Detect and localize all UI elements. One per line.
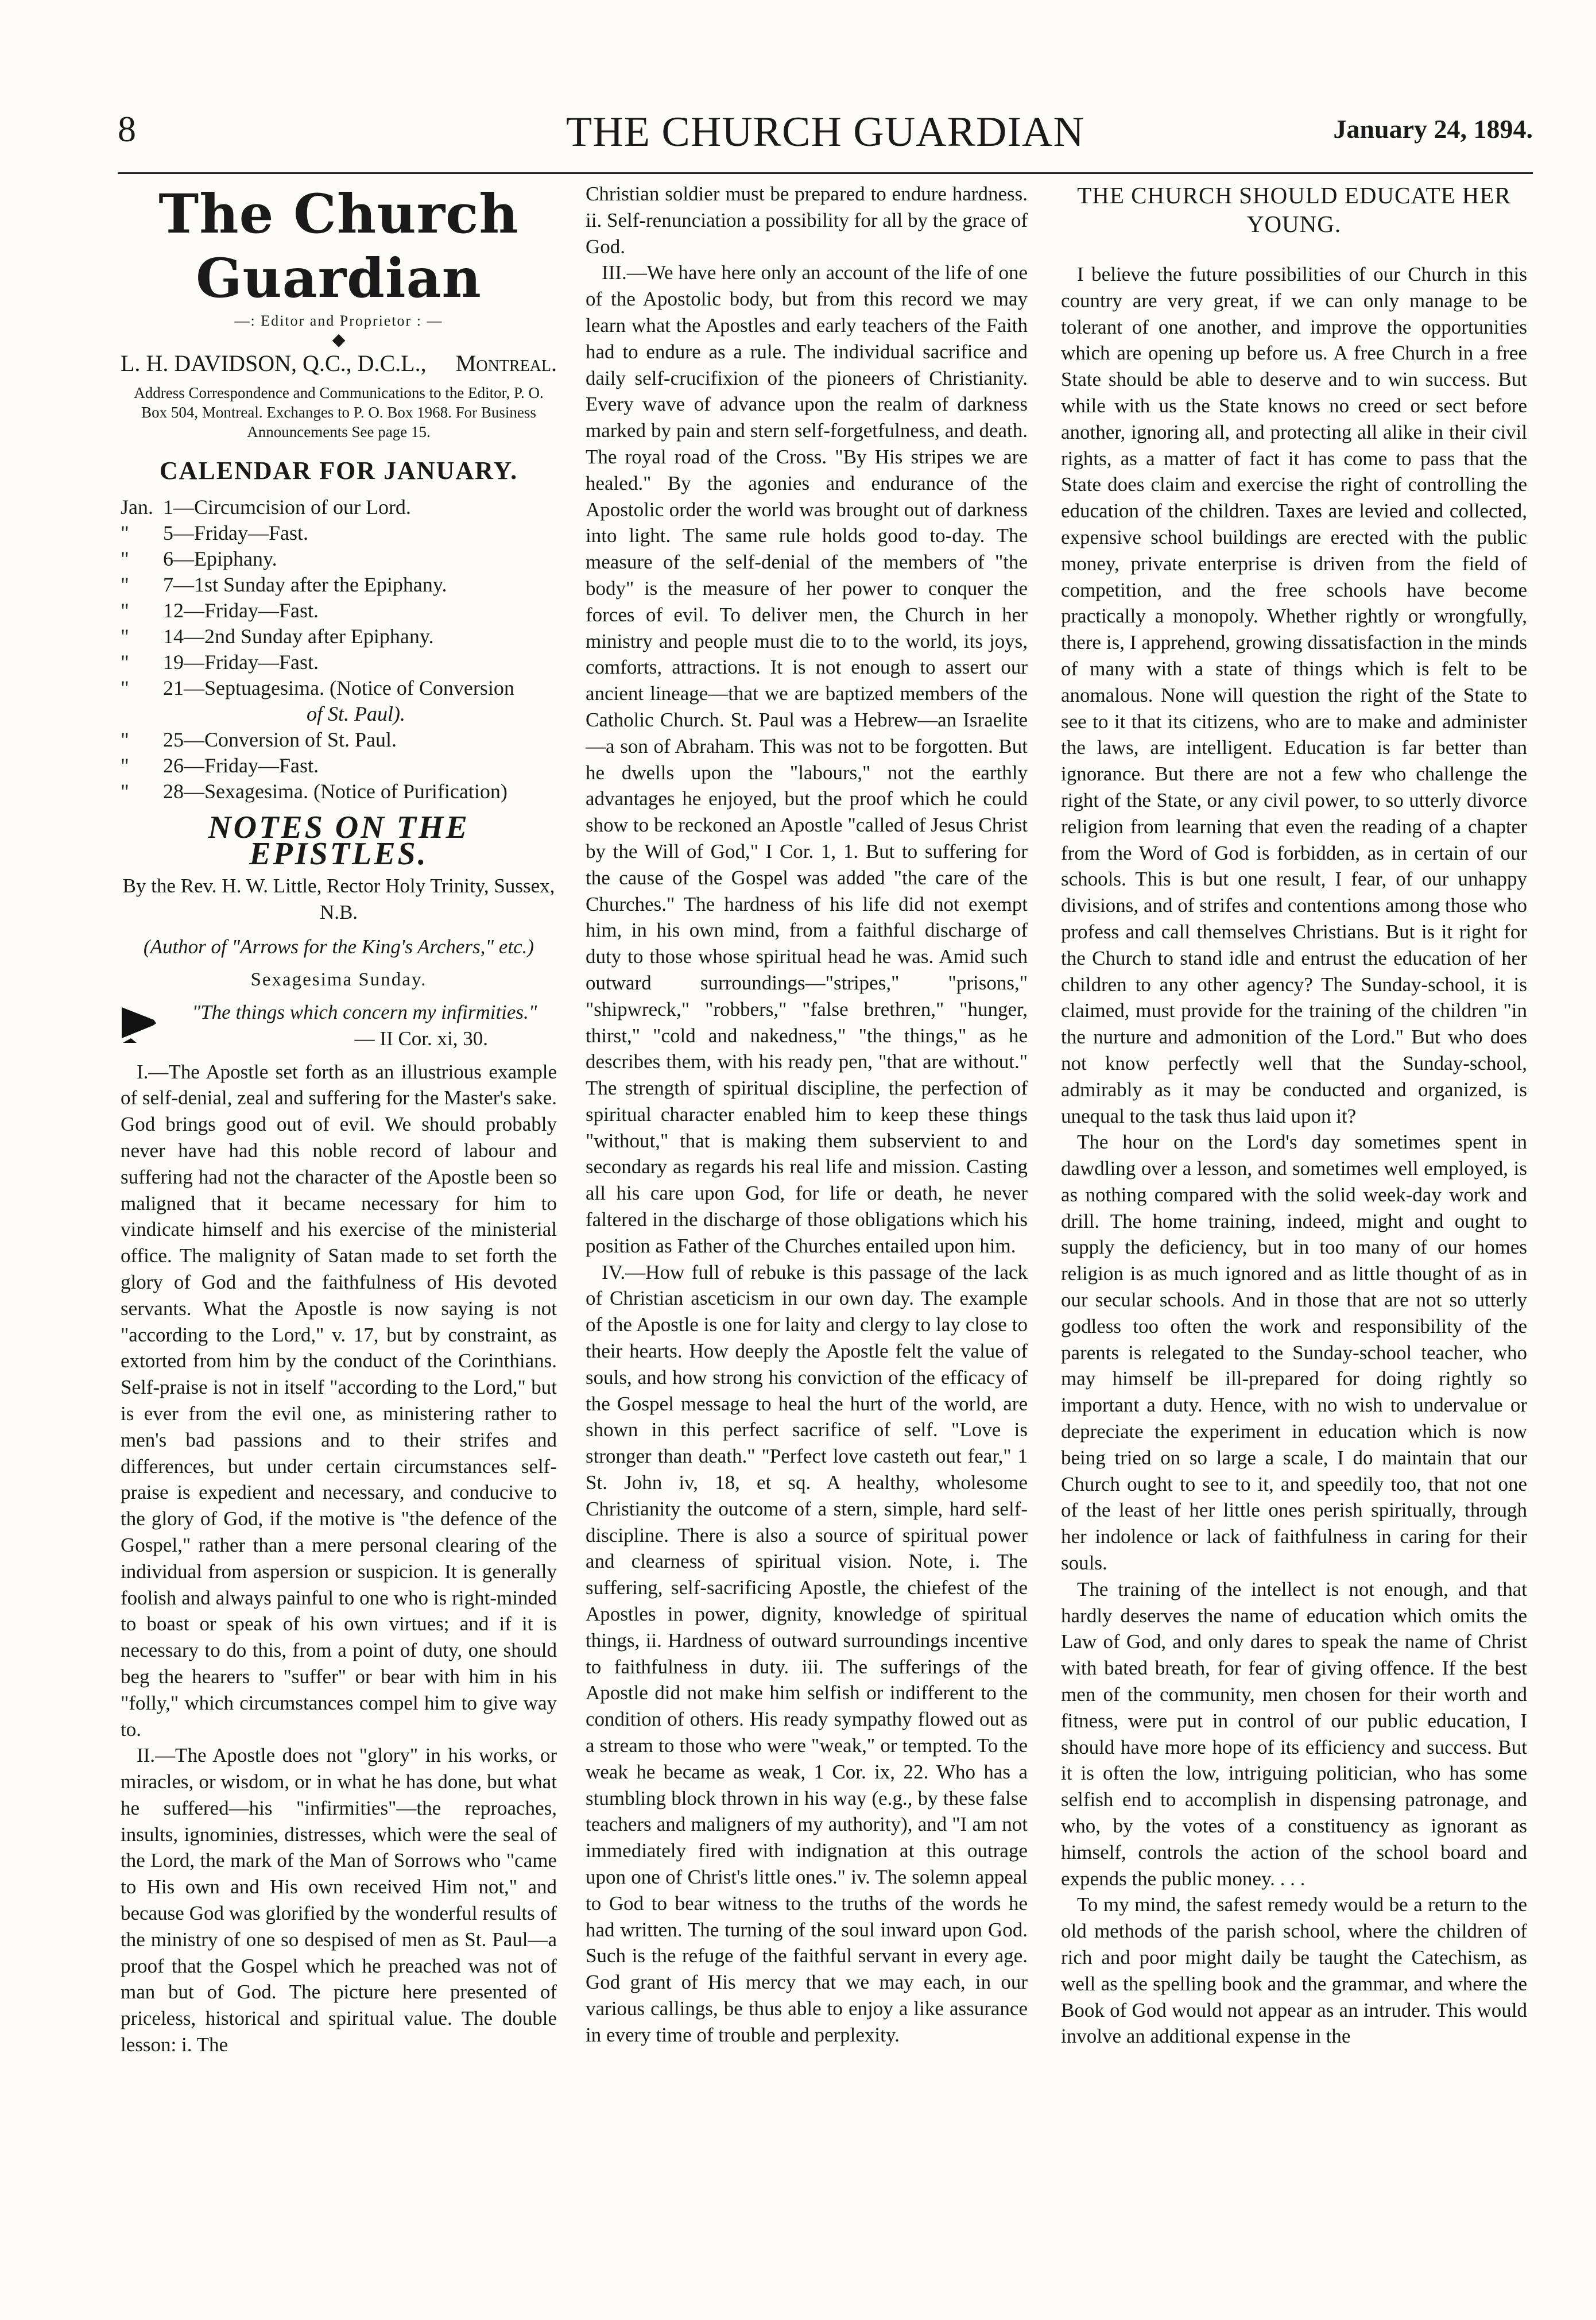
calendar-item bbox=[121, 520, 557, 546]
calendar-mark: " bbox=[121, 573, 129, 596]
calendar-text: 12—Friday—Fast. bbox=[163, 598, 319, 622]
page-number: 8 bbox=[118, 109, 136, 149]
calendar-item bbox=[121, 701, 557, 727]
calendar-item bbox=[121, 572, 557, 598]
calendar-mark: " bbox=[121, 650, 129, 674]
calendar-mark: Jan. bbox=[121, 495, 153, 519]
address-notice: Address Correspondence and Communications to the Editor, P. O. Box 504, Montreal. Exchanges to P. O. Box 1968. For Business Announcements See page 15. bbox=[134, 384, 544, 440]
calendar-item bbox=[121, 727, 557, 753]
sunday-heading: Sexagesima Sunday. bbox=[250, 969, 427, 991]
proprietor-line bbox=[121, 349, 557, 378]
motto-ref: — II Cor. xi, 30. bbox=[354, 1027, 488, 1050]
calendar-mark: " bbox=[121, 624, 129, 648]
calendar-text: 25—Conversion of St. Paul. bbox=[163, 728, 397, 751]
notes-title: NOTES ON THE EPISTLES. bbox=[208, 809, 470, 872]
calendar-text: 14—2nd Sunday after Epiphany. bbox=[163, 624, 434, 648]
calendar-mark: " bbox=[121, 728, 129, 751]
calendar-text: 7—1st Sunday after the Epiphany. bbox=[163, 573, 447, 596]
calendar-item bbox=[121, 494, 557, 520]
article-paragraph: The hour on the Lord's day sometimes spent in dawdling over a lesson, and sometimes well employed, is as nothing compared with the solid week-day work and drill. The home training, indeed, might and ought to supply the deficiency, but in too many of our homes religion is as much ignored and as little thought of as in our secular schools. And in those that are not so utterly godless too often the work and responsibility of the parents is relegated to the Sunday-school teacher, who may himself be ill-prepared for doing rightly so important a duty. Hence, with no wish to undervalue or depreciate the experiment in education which is now being tried on so large a scale, I do maintain that our Church ought to see to it, and speedily too, that not one of the least of her little ones perish spiritually, through her indolence or lack of faithfulness in caring for their souls. bbox=[1061, 1131, 1527, 1575]
column-3 bbox=[1061, 181, 1527, 2050]
proprietor-city: Montreal. bbox=[455, 350, 557, 376]
article-paragraph: The training of the intellect is not enough, and that hardly deserves the name of education which omits the Law of God, and only dares to speak the name of Christ with bated breath, for fear of giving offence. If the best men of the community, men chosen for their worth and fitness, were put in control of our public education, I should have more hope of its efficiency and success. But it is often the low, intriguing politician, who has some selfish end to accomplish in dispensing patronage, and who, by the votes of a constituency as ignorant as himself, controls the action of the school board and expends the public money. . . . bbox=[1061, 1577, 1527, 1890]
calendar-text: 19—Friday—Fast. bbox=[163, 650, 319, 674]
calendar-mark: " bbox=[121, 598, 129, 622]
article-paragraph: IV.—How full of rebuke is this passage of the lack of Christian asceticism in our own day. The example of the Apostle is one for laity and clergy to lay close to their hearts. How deeply the Apostle felt the value of souls, and how strong his conviction of the efficacy of the Gospel message to heal the hurt of the world, are shown in this perfect sacrifice of self. "Love is stronger than death." "Perfect love casteth out fear," 1 St. John iv, 18, et sq. A healthy, wholesome Christianity the outcome of a stern, simple, hard self-discipline. There is also a source of spiritual power and clearness of spiritual vision. Note, i. The suffering, self-sacrificing Apostle, the chiefest of the Apostles in power, dignity, knowledge of spiritual things, ii. Hardness of outward surroundings incentive to faithfulness in duty. iii. The sufferings of the Apostle did not make him selfish or indifferent to the condition of others. His ready sympathy flowed out as a stream to those who were "weak," or tempted. To the weak he became as weak, 1 Cor. ix, 22. Who has a stumbling block thrown in his way (e.g., by these false teachers and maligners of my authority), and "I am not immediately fired with indignation at this outrage upon one of Christ's little ones." iv. The solemn appeal to God to bear witness to the truths of the words he had written. The turning of the soul inward upon God. Such is the refuge of the faithful servant in every age. God grant of His mercy that we may each, in our various callings, be thus able to enjoy a like assurance in every time of trouble and perplexity. bbox=[586, 1260, 1028, 2046]
calendar-text: 6—Epiphany. bbox=[163, 547, 277, 570]
article-paragraph: Christian soldier must be prepared to endure hardness. ii. Self-renunciation a possibility for all by the grace of God. bbox=[586, 183, 1028, 258]
calendar-mark bbox=[121, 701, 163, 727]
nameplate-title: The Church Guardian bbox=[158, 183, 519, 310]
motto bbox=[121, 999, 557, 1052]
calendar-mark: " bbox=[121, 753, 129, 777]
article-paragraph: To my mind, the safest remedy would be a return to the old methods of the parish school, where the children of rich and poor might daily be taught the Catechism, as well as the spelling book and the grammar, and where the Book of God would not appear as an intruder. This would involve an additional expense in the bbox=[1061, 1893, 1527, 2048]
article-paragraph: I believe the future possibilities of our Church in this country are very great, if we can only manage to be tolerant of one another, and improve the opportunities which are opening up before us. A free Church in a free State should be able to deserve and to win success. But while with us the State knows no creed or sect before another, ignoring all, and protecting all alike in their civil rights, as a matter of fact it has come to pass that the State does claim and exercise the right of controlling the education of the children. Taxes are levied and collected, expensive school buildings are erected with the public money, private enterprise is driven from the field of competition, and the free schools have become practically a monopoly. Whether rightly or wrongfully, there is, I apprehend, growing dissatisfaction in the minds of many with a state of things which is felt to be anomalous. None will question the right of the State to see to it that its citizens, who are to make and administer the laws, are intelligent. Education is far better than ignorance. But there are not a few who challenge the right of the State, or any civil power, to so utterly divorce religion from learning that even the reading of a chapter from the Word of God is forbidden, as in certain of our schools. This is but one result, I fear, of our unhappy divisions, and of strifes and contentions among those who profess and call themselves Christians. But is it right for the Church to stand idle and entrust the education of her children to any other agency? The Sunday-school, it is claimed, must provide for the training of the children "in the nurture and admonition of the Lord." But who does not know perfectly well that the Sunday-school, admirably as it may be conducted and organized, is unequal to the task thus laid upon it? bbox=[1061, 263, 1527, 1127]
editor-line: —: Editor and Proprietor : — bbox=[234, 312, 443, 329]
calendar-text: of St. Paul). bbox=[307, 702, 405, 725]
column-1 bbox=[121, 181, 557, 2058]
calendar-item bbox=[121, 546, 557, 572]
notes-byline: By the Rev. H. W. Little, Rector Holy Trinity, Sussex, N.B. bbox=[122, 875, 555, 924]
calendar-mark: " bbox=[121, 779, 129, 803]
pointing-hand-icon bbox=[119, 1003, 165, 1043]
author-note: (Author of "Arrows for the King's Archers," etc.) bbox=[143, 935, 534, 958]
calendar-mark: " bbox=[121, 676, 129, 699]
calendar-mark: " bbox=[121, 547, 129, 570]
article-title: THE CHURCH SHOULD EDUCATE HER YOUNG. bbox=[1077, 182, 1511, 237]
article-paragraph: II.—The Apostle does not "glory" in his works, or miracles, or wisdom, or in what he has done, but what he suffered—his "infirmities"—the reproaches, insults, ignominies, distresses, which were the seal of the Lord, the mark of the Man of Sorrows who "came to His own and His own received Him not," and because God was glorified by the wonderful results of the ministry of one so despised of men as St. Paul—a proof that the Gospel which he preached was not of man but of God. The picture here presented of priceless, historical and spiritual value. The double lesson: i. The bbox=[121, 1744, 557, 2056]
article-paragraph: III.—We have here only an account of the life of one of the Apostolic body, but from this record we may learn what the Apostles and early teachers of the Faith had to endure as a rule. The individual sacrifice and daily self-crucifixion of the pioneers of Christianity. Every wave of advance upon the realm of darkness marked by pain and stern self-forgetfulness, and death. The royal road of the Cross. "By His stripes we are healed." By the agonies and endurance of the Apostolic order the world was brought out of darkness into light. The same rule holds good to-day. The measure of the self-denial of the members of "the body" is the measure of her power to conquer the forces of evil. To deliver men, the Church in her ministry and people must die to to the world, its joys, comforts, attractions. It is not enough to assert our ancient lineage—that we are baptized members of the Catholic Church. St. Paul was a Hebrew—an Israelite —a son of Abraham. This was not to be forgotten. But he dwells upon the "labours," not the earthly advantages he enjoyed, but the proof which he could show to be reckoned an Apostle "called of Jesus Christ by the Will of God," I Cor. 1, 1. But to suffering for the cause of the Gospel was added "the care of the Churches." The hardness of his life did not exempt him, in his own mind, from a faithful discharge of duty to those whose spiritual head he was. Amid such outward surroundings—"stripes," "prisons," "shipwreck," "robbers," "false brethren," "hunger, thirst," "cold and nakedness," "the things," as he describes them, with his ready pen, "that are without." The strength of spiritual discipline, the perfection of spiritual character enabled him to keep these things "without," that is making them subservient to and secondary as regards his real life and mission. Casting all his care upon God, for life or death, he never faltered in the discharge of those obligations which his position as Father of the Churches entailed upon him. bbox=[586, 261, 1028, 1257]
article-paragraph: I.—The Apostle set forth as an illustrious example of self-denial, zeal and suffering for the Master's sake. God brings good out of evil. We should probably never have had this noble record of labour and suffering had not the character of the Apostle been so maligned that it became necessary for him to vindicate himself and his exercise of the ministerial office. The malignity of Satan made to set forth the glory of God and the faithfulness of His devoted servants. What the Apostle is now saying is not "according to the Lord," v. 17, but by constraint, as extorted from him by the conduct of the Corinthians. Self-praise is not in itself "according to the Lord," but is ever from the evil one, as ministering rather to men's bad passions and to their strifes and differences, but under certain circumstances self-praise is expedient and necessary, and conducive to the glory of God, if the motive is "the defence of the Gospel," rather than a mere personal clearing of the individual from aspersion or suspicion. It is generally foolish and always painful to one who is right-minded to boast or speak of his own virtues; and if it is necessary to do this, from a point of duty, one should beg the hearers to "suffer" or bear with him in his "folly," which circumstances compel him to give way to. bbox=[121, 1060, 557, 1741]
calendar-text: 26—Friday—Fast. bbox=[163, 753, 319, 777]
running-header bbox=[118, 108, 1533, 171]
calendar-text: 1—Circumcision of our Lord. bbox=[163, 495, 411, 519]
calendar-item bbox=[121, 624, 557, 649]
calendar-text: 5—Friday—Fast. bbox=[163, 521, 309, 544]
calendar-mark: " bbox=[121, 521, 129, 544]
calendar-item bbox=[121, 753, 557, 779]
calendar-text: 21—Septuagesima. (Notice of Conversion bbox=[163, 676, 514, 699]
ornament: ◆ bbox=[332, 330, 346, 349]
issue-date: January 24, 1894. bbox=[1333, 114, 1533, 144]
column-2 bbox=[586, 181, 1028, 2048]
calendar-item bbox=[121, 779, 557, 805]
calendar-list bbox=[121, 494, 557, 805]
masthead: THE CHURCH GUARDIAN bbox=[566, 109, 1084, 156]
calendar-item bbox=[121, 598, 557, 624]
proprietor-name: L. H. DAVIDSON, Q.C., D.C.L., bbox=[121, 350, 427, 376]
calendar-item bbox=[121, 675, 557, 701]
calendar-item bbox=[121, 649, 557, 675]
motto-quote: "The things which concern my infirmities." bbox=[192, 1000, 537, 1023]
calendar-title: CALENDAR FOR JANUARY. bbox=[159, 457, 518, 485]
calendar-text: 28—Sexagesima. (Notice of Purification) bbox=[163, 779, 508, 803]
header-rule bbox=[118, 172, 1533, 174]
